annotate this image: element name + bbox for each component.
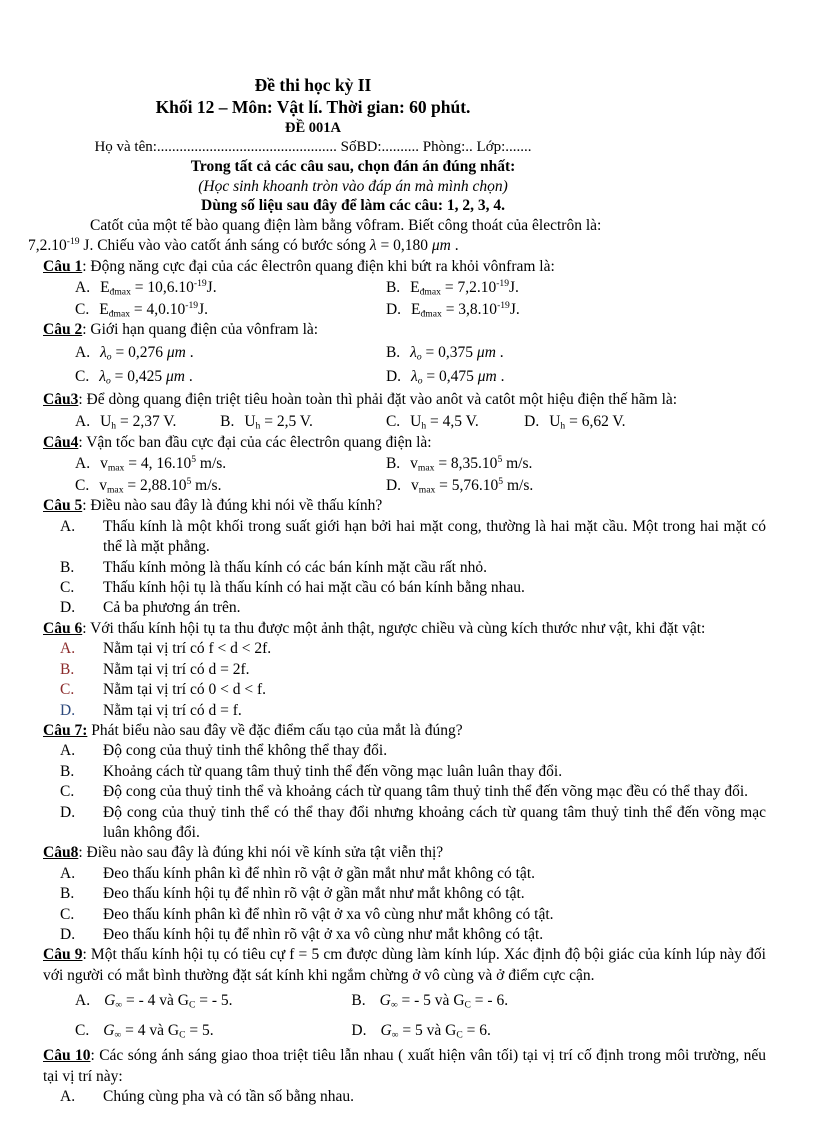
option-text: $v_{max} = 4$, 16.10$^5$ m/s. bbox=[100, 454, 227, 474]
option-C bbox=[60, 782, 766, 802]
option-A bbox=[75, 453, 386, 475]
option-D bbox=[386, 299, 766, 321]
option-A bbox=[75, 277, 386, 299]
option-letter: A. bbox=[60, 1088, 76, 1105]
option-C bbox=[75, 1016, 351, 1046]
intro-line-1: Catốt của một tế bào quang điện làm bằng vôfram. Biết công thoát của êlectrôn là: bbox=[90, 217, 602, 234]
option-text: Đeo thấu kính hội tụ để nhìn rõ vật ở gần mắt như mắt không có tật. bbox=[103, 885, 525, 903]
option-letter: B. bbox=[220, 413, 235, 431]
option-letter: A. bbox=[60, 640, 76, 658]
option-letter: A. bbox=[75, 279, 91, 297]
option-letter: A. bbox=[75, 343, 91, 361]
question bbox=[43, 843, 766, 945]
option-B bbox=[386, 341, 766, 366]
option-text: $\lambda_o = 0,276$ μm . bbox=[100, 343, 194, 363]
question bbox=[43, 496, 766, 618]
option-text: $E_{đmax} = 7,2.10^{-19}J$. bbox=[410, 277, 519, 298]
option-letter: D. bbox=[351, 1022, 367, 1040]
options bbox=[43, 277, 766, 320]
option-C bbox=[75, 365, 386, 390]
question bbox=[43, 433, 766, 496]
question bbox=[43, 1046, 766, 1107]
data-usage-note: Dùng số liệu sau đây để làm các câu: 1, 2, 3, 4. bbox=[201, 197, 505, 214]
options bbox=[43, 639, 766, 721]
option-text: Nằm tại vị trí có d = 2f. bbox=[103, 660, 250, 678]
option-letter: A. bbox=[75, 455, 91, 473]
question-stem bbox=[43, 433, 766, 453]
option-letter: C. bbox=[60, 579, 75, 597]
question-text: : Động năng cực đại của các êlectrôn quang điện khi bứt ra khỏi vônfram là: bbox=[82, 257, 555, 275]
option-letter: C. bbox=[385, 413, 401, 431]
option-letter: C. bbox=[60, 905, 75, 923]
question-label: Câu 6 bbox=[43, 619, 83, 637]
option-C bbox=[60, 578, 766, 598]
option-C bbox=[386, 410, 524, 433]
option-B bbox=[60, 762, 766, 782]
option-text: Đeo thấu kính phân kì để nhìn rõ vật ở xa vô cùng như mắt không có tật. bbox=[103, 905, 554, 923]
option-letter: D. bbox=[524, 413, 540, 431]
option-letter: A. bbox=[60, 864, 76, 882]
option-text: $E_{đmax} = 3,8.10^{-19}J$. bbox=[411, 299, 520, 320]
options bbox=[43, 453, 766, 496]
option-letter: B. bbox=[385, 343, 401, 361]
options bbox=[43, 741, 766, 843]
exam-title: Đề thi học kỳ II bbox=[254, 75, 372, 95]
option-text: $U_h = 2,5$ V. bbox=[244, 413, 313, 432]
question-stem bbox=[43, 721, 766, 741]
option-letter: B. bbox=[60, 885, 75, 903]
option-text: $\lambda_o = 0,475$ μm . bbox=[411, 368, 505, 387]
option-letter: B. bbox=[385, 455, 401, 473]
option-letter: D. bbox=[60, 925, 76, 943]
option-C bbox=[60, 680, 766, 700]
option-A bbox=[75, 986, 351, 1016]
option-text: $U_h = 4,5$ V. bbox=[410, 413, 479, 432]
option-text: Nằm tại vị trí có d = f. bbox=[103, 701, 242, 719]
question-stem bbox=[43, 320, 766, 340]
option-letter: A. bbox=[60, 742, 76, 760]
option-letter: D. bbox=[385, 476, 402, 494]
question-label: Câu 10 bbox=[43, 1047, 91, 1065]
question-label: Câu3 bbox=[43, 390, 79, 408]
question bbox=[43, 320, 766, 389]
option-text: Đeo thấu kính phân kì để nhìn rõ vật ở gần mắt như mắt không có tật. bbox=[103, 864, 535, 882]
option-B bbox=[351, 986, 766, 1016]
option-text: $E_{đmax} = 10,6.10^{-19}J$. bbox=[100, 277, 217, 298]
instruction-note: (Học sinh khoanh tròn vào đáp án mà mình chọn) bbox=[198, 178, 508, 195]
question-stem bbox=[43, 945, 766, 986]
option-text: Cả ba phương án trên. bbox=[103, 599, 241, 617]
option-text: $U_h = 2,37$ V. bbox=[100, 413, 177, 432]
exam-subtitle: Khối 12 – Môn: Vật lí. Thời gian: 60 phút. bbox=[155, 97, 471, 117]
question-label: Câu 9 bbox=[43, 946, 83, 964]
option-letter: D. bbox=[385, 368, 402, 386]
options bbox=[43, 864, 766, 946]
options bbox=[43, 410, 766, 433]
instruction-line: Trong tất cả các câu sau, chọn đán án đúng nhất: bbox=[190, 158, 516, 175]
option-text: $G_\infty$ = - 5 và $G_C$ = - 6. bbox=[379, 992, 509, 1011]
question-label: Câu 2 bbox=[43, 321, 83, 339]
question-label: Câu8 bbox=[43, 844, 79, 862]
option-text: $G_\infty$ = - 4 và $G_C$ = - 5. bbox=[104, 992, 233, 1011]
question-stem bbox=[43, 843, 766, 863]
option-text: Độ cong của thuỷ tinh thể có thể thay đổi nhưng khoảng cách từ quang tâm thuỷ tinh thể đến võng mạc luân không đổi. bbox=[103, 803, 766, 841]
option-D bbox=[60, 803, 766, 844]
question-text: : Các sóng ánh sáng giao thoa triệt tiêu lẫn nhau ( xuất hiện vân tối) tại vị trí cố định trong môi trường, nếu tại vị trí này: bbox=[43, 1047, 766, 1085]
option-text: $v_{max} = 5,76.10^5$ m/s. bbox=[411, 475, 534, 496]
question-text: : Điều nào sau đây là đúng khi nói về thấu kính? bbox=[82, 497, 383, 515]
options bbox=[43, 986, 766, 1046]
option-A bbox=[75, 410, 220, 433]
option-text: $E_{đmax} = 4,0.10^{-19}J$. bbox=[99, 299, 208, 320]
option-text: Nằm tại vị trí có f < d < 2f. bbox=[103, 640, 272, 658]
options bbox=[43, 517, 766, 619]
question bbox=[43, 945, 766, 1046]
exam-code: ĐỀ 001A bbox=[285, 120, 341, 136]
option-text: Thấu kính là một khối trong suất giới hạn bởi hai mặt cong, thường là hai mặt cầu. Một trong hai mặt có thể là mặt phẳng. bbox=[103, 517, 766, 556]
option-text: Chúng cùng pha và có tần số bằng nhau. bbox=[103, 1088, 354, 1105]
option-text: $G_\infty = 4$ và $G_C = 5$. bbox=[103, 1022, 214, 1041]
option-letter: B. bbox=[60, 558, 75, 576]
option-letter: D. bbox=[60, 701, 76, 719]
option-D bbox=[351, 1016, 766, 1046]
option-letter: B. bbox=[351, 992, 366, 1010]
option-letter: D. bbox=[385, 300, 402, 318]
option-text: $v_{max} = 8,35.10^5$ m/s. bbox=[410, 454, 533, 474]
option-B bbox=[386, 453, 766, 475]
question-label: Câu 7: bbox=[43, 721, 88, 739]
option-A bbox=[60, 639, 766, 659]
option-letter: C. bbox=[75, 1022, 90, 1040]
option-letter: D. bbox=[60, 599, 76, 617]
option-D bbox=[60, 925, 766, 945]
option-letter: B. bbox=[60, 762, 75, 780]
option-letter: C. bbox=[60, 783, 75, 801]
question-stem bbox=[43, 496, 766, 516]
questions bbox=[43, 257, 766, 1108]
question-text: : Giới hạn quang điện của vônfram là: bbox=[82, 321, 319, 339]
question-text: : Vận tốc ban đầu cực đại của các êlectrôn quang điện là: bbox=[78, 434, 432, 452]
intro-paragraph bbox=[28, 216, 766, 257]
question bbox=[43, 619, 766, 721]
option-D bbox=[60, 701, 766, 721]
question-text: : Với thấu kính hội tụ ta thu được một ảnh thật, ngược chiều và cùng kích thước như vật, khi đặt vật: bbox=[82, 619, 706, 637]
intro-line-2: $7,2.10^{-19}$ J. Chiếu vào vào catốt ánh sáng có bước sóng λ = 0,180 μm . bbox=[28, 236, 459, 255]
options bbox=[43, 341, 766, 390]
option-B bbox=[60, 558, 766, 578]
option-text: Nằm tại vị trí có 0 < d < f. bbox=[103, 681, 266, 699]
question bbox=[43, 257, 766, 320]
option-B bbox=[386, 277, 766, 299]
question-text: : Một thấu kính hội tụ có tiêu cự f = 5 cm được dùng làm kính lúp. Xác định độ bội giác của kính lúp này đối với người có mắt bình thường đặt sát kính khi ngắm chừng ở vô cùng và ở điểm cực cận. bbox=[43, 946, 766, 984]
question-stem bbox=[43, 1046, 766, 1087]
option-B bbox=[60, 884, 766, 904]
options bbox=[43, 1087, 766, 1107]
option-letter: B. bbox=[385, 279, 401, 297]
exam-header bbox=[43, 74, 583, 157]
option-text: $\lambda_o = 0,375$ μm . bbox=[410, 343, 504, 363]
option-text: Khoảng cách từ quang tâm thuỷ tinh thể đến võng mạc luân luân thay đổi. bbox=[103, 762, 563, 780]
question-text: Phát biểu nào sau đây về đặc điểm cấu tạo của mắt là đúng? bbox=[87, 721, 463, 739]
student-info-line: Họ và tên:................................................ SốBD:.......... Phòng:.. Lớp:....... bbox=[94, 139, 532, 155]
question-stem bbox=[43, 257, 766, 277]
option-letter: A. bbox=[75, 413, 91, 431]
option-letter: A. bbox=[60, 517, 76, 535]
option-letter: C. bbox=[75, 300, 90, 318]
option-text: $\lambda_o = 0,425$ μm . bbox=[99, 368, 193, 387]
option-D bbox=[524, 410, 766, 433]
question-label: Câu 5 bbox=[43, 497, 83, 515]
option-text: Độ cong của thuỷ tinh thể không thể thay đổi. bbox=[103, 742, 388, 760]
exam-instructions bbox=[43, 157, 663, 216]
option-C bbox=[75, 299, 386, 321]
question-text: : Điều nào sau đây là đúng khi nói về kính sửa tật viễn thị? bbox=[78, 844, 444, 862]
option-text: Thấu kính hội tụ là thấu kính có hai mặt cầu có bán kính bằng nhau. bbox=[103, 579, 525, 597]
option-text: Độ cong của thuỷ tinh thể và khoảng cách từ quang tâm thuỷ tinh thể đến võng mạc đều có thể thay đổi. bbox=[103, 783, 749, 801]
option-B bbox=[220, 410, 386, 433]
option-A bbox=[60, 517, 766, 558]
option-D bbox=[386, 475, 766, 497]
question-stem bbox=[43, 390, 766, 410]
question-text: : Để dòng quang điện triệt tiêu hoàn toàn thì phải đặt vào anôt và catôt một hiệu điện thế hãm là: bbox=[78, 390, 678, 408]
option-A bbox=[75, 341, 386, 366]
question-label: Câu 1 bbox=[43, 257, 83, 275]
option-letter: C. bbox=[75, 476, 90, 494]
option-A bbox=[60, 1087, 766, 1107]
option-text: $G_\infty = 5$ và $G_C = 6$. bbox=[380, 1022, 491, 1041]
option-text: $U_h = 6,62$ V. bbox=[549, 413, 626, 432]
option-D bbox=[60, 598, 766, 618]
question-stem bbox=[43, 619, 766, 639]
option-C bbox=[60, 905, 766, 925]
option-letter: D. bbox=[60, 803, 76, 821]
option-A bbox=[60, 741, 766, 761]
option-text: Đeo thấu kính hội tụ để nhìn rõ vật ở xa vô cùng như mắt không có tật. bbox=[103, 925, 544, 943]
option-letter: B. bbox=[60, 660, 75, 678]
option-text: Thấu kính mỏng là thấu kính có các bán kính mặt cầu rất nhỏ. bbox=[103, 558, 487, 576]
option-letter: C. bbox=[75, 368, 90, 386]
option-C bbox=[75, 475, 386, 497]
option-letter: C. bbox=[60, 681, 75, 699]
option-A bbox=[60, 864, 766, 884]
option-D bbox=[386, 365, 766, 390]
question bbox=[43, 390, 766, 433]
option-letter: A. bbox=[75, 992, 91, 1010]
option-text: $v_{max} = 2,88.10^5$ m/s. bbox=[99, 475, 222, 496]
question bbox=[43, 721, 766, 843]
option-B bbox=[60, 660, 766, 680]
question-label: Câu4 bbox=[43, 434, 79, 452]
